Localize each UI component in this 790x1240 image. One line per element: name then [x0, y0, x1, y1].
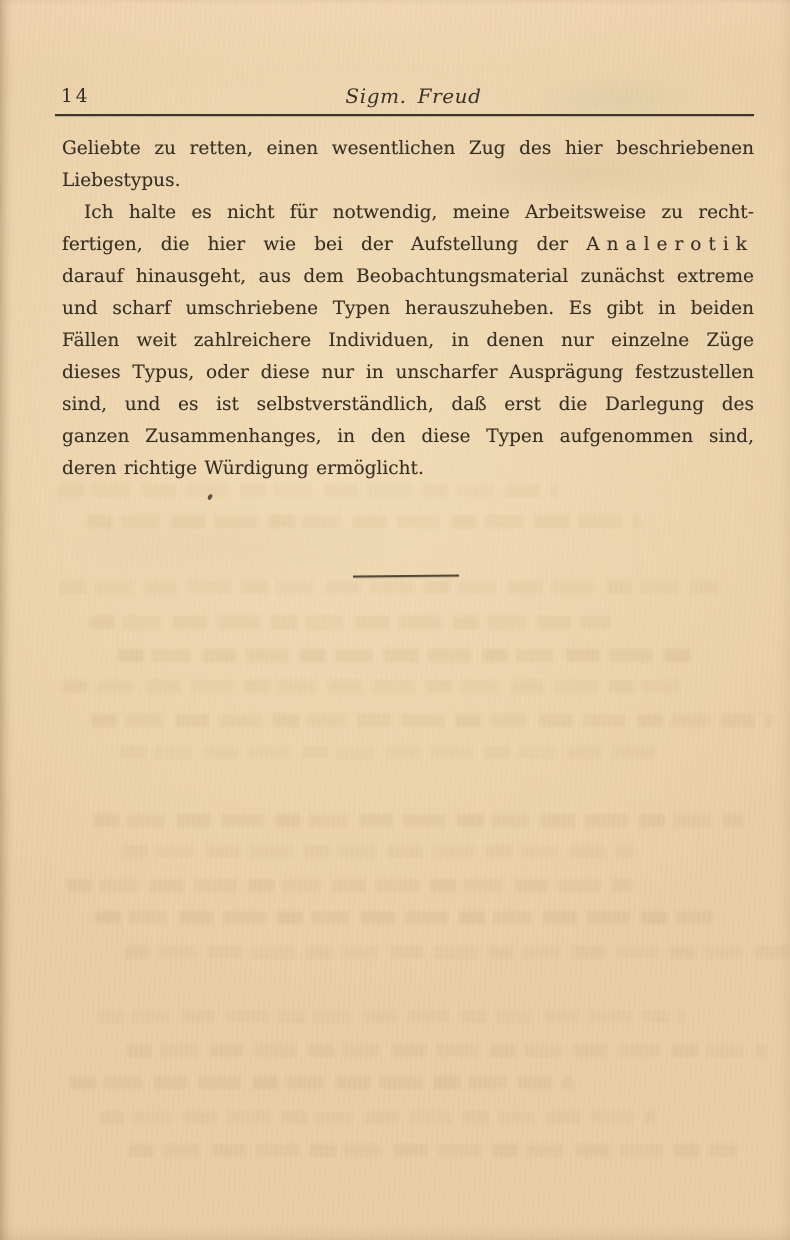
ghost-text-row [58, 484, 558, 497]
text-line: Ich halte es nicht für notwendig, meine Arbeitsweise zu recht- [84, 202, 754, 223]
page-number: 14 [61, 86, 91, 107]
body-text [62, 133, 754, 485]
ghost-text-row [124, 946, 790, 959]
ghost-text-row [120, 746, 664, 759]
ghost-text-row [126, 1044, 767, 1057]
header-rule [55, 114, 754, 116]
text-line: ganzen Zusammenhanges, in den diese Typen aufgenommen sind, [62, 426, 754, 447]
text-line: deren richtige Würdigung ermöglicht. [62, 458, 424, 479]
ghost-text-row [95, 911, 714, 924]
ink-speck [207, 493, 213, 500]
text-line: Fällen weit zahlreichere Individuen, in denen nur einzelne Züge [62, 330, 754, 351]
text-line [62, 229, 754, 261]
running-header: Sigm. Freud [345, 84, 482, 108]
ghost-text-row [60, 581, 719, 594]
spaced-term-analerotik: Analerotik [586, 234, 754, 255]
ghost-text-row [87, 515, 640, 528]
ghost-text-row [122, 845, 635, 858]
text-line-fragment: fertigen, die hier wie bei der Aufstellung der [62, 234, 587, 255]
text-line: sind, und es ist selbstverständlich, daß erst die Darlegung des [62, 394, 754, 415]
ghost-text-row [99, 1111, 656, 1124]
ghost-text-row [93, 814, 743, 827]
text-line: Geliebte zu retten, einen wesentlichen Zug des hier beschriebenen [62, 138, 754, 159]
ghost-text-row [70, 1076, 574, 1089]
text-line: Liebestypus. [62, 170, 181, 191]
ghost-text-row [66, 879, 632, 892]
text-line: und scharf umschriebene Typen herauszuheben. Es gibt in beiden [62, 298, 754, 319]
ghost-text-row [128, 1144, 738, 1157]
ghost-text-row [118, 649, 693, 662]
ghost-text-row [62, 680, 690, 693]
section-divider [353, 575, 459, 578]
text-line: darauf hinausgeht, aus dem Beobachtungsmaterial zunächst extreme [62, 266, 754, 287]
ghost-text-row [97, 1010, 685, 1023]
ghost-text-row [91, 714, 772, 727]
ghost-text-row [89, 616, 611, 629]
text-line: dieses Typus, oder diese nur in unscharfer Ausprägung festzustellen [62, 362, 754, 383]
